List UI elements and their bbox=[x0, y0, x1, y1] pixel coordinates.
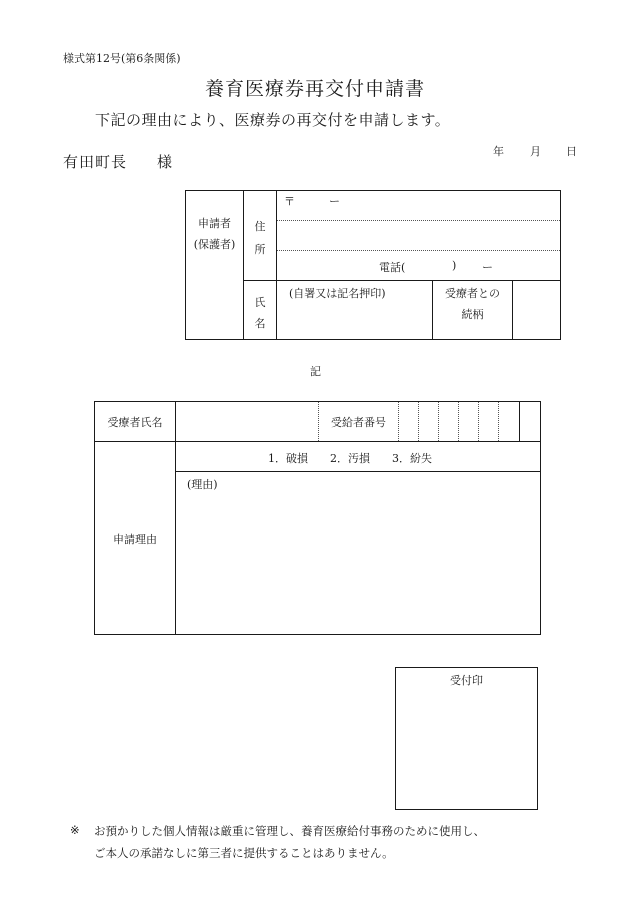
phone-close: ) bbox=[452, 259, 457, 272]
postal-mark: 〒 bbox=[284, 195, 295, 208]
name-label-1: 氏 bbox=[254, 296, 266, 309]
phone-label: 電話( bbox=[379, 261, 406, 274]
date-year: 年 bbox=[493, 145, 504, 158]
addressee-suffix: 様 bbox=[157, 153, 174, 171]
date-month: 月 bbox=[530, 145, 541, 158]
applicant-label: 申請者 bbox=[198, 217, 231, 230]
patient-name-label: 受療者氏名 bbox=[107, 416, 163, 429]
reason-options: 1．破損 2．汚損 3．紛失 bbox=[268, 452, 432, 465]
postal-dash: ー bbox=[329, 195, 340, 208]
ki-label: 記 bbox=[310, 365, 321, 378]
notice-line-2: ご本人の承諾なしに第三者に提供することはありません。 bbox=[94, 846, 394, 860]
recipient-number-label: 受給者番号 bbox=[331, 416, 386, 429]
intro-text: 下記の理由により、医療券の再交付を申請します。 bbox=[95, 111, 451, 129]
address-label-2: 所 bbox=[254, 243, 266, 256]
notice-line-1: お預かりした個人情報は厳重に管理し、養育医療給付事務のために使用し、 bbox=[94, 824, 485, 838]
phone-dash: ー bbox=[482, 261, 493, 274]
relation-sublabel: 続柄 bbox=[461, 308, 484, 321]
reason-label: 申請理由 bbox=[113, 533, 157, 546]
receipt-stamp-label: 受付印 bbox=[450, 674, 483, 687]
relation-label: 受療者との bbox=[445, 287, 500, 300]
signature-note: (自署又は記名押印) bbox=[289, 287, 386, 300]
date-day: 日 bbox=[566, 145, 577, 158]
addressee bbox=[63, 151, 173, 172]
notice-mark: ※ bbox=[70, 823, 80, 837]
addressee-name: 有田町長 bbox=[63, 153, 128, 171]
form-number: 様式第12号(第6条関係) bbox=[63, 52, 181, 65]
address-label-1: 住 bbox=[254, 220, 266, 233]
page-title: 養育医療券再交付申請書 bbox=[204, 78, 425, 100]
reason-note: (理由) bbox=[187, 478, 218, 491]
applicant-sublabel: (保護者) bbox=[193, 238, 236, 251]
name-label-2: 名 bbox=[254, 317, 266, 330]
